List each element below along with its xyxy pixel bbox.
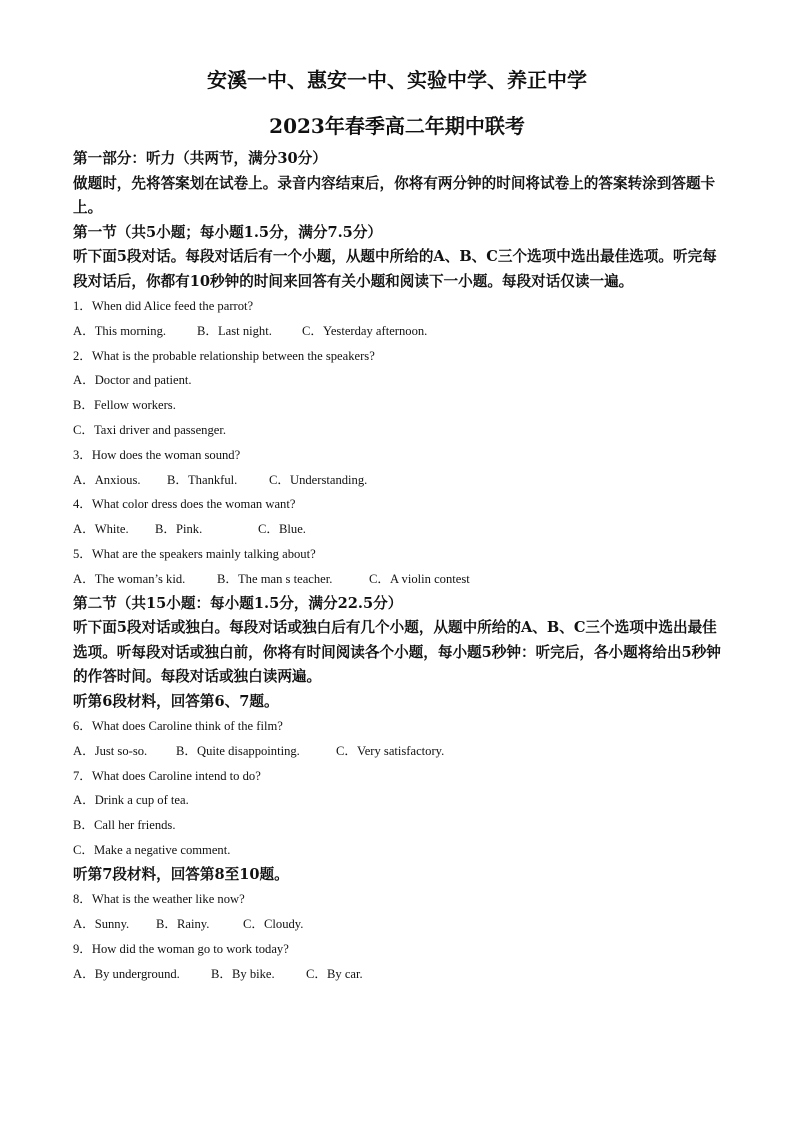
question-5-options: [73, 567, 723, 592]
question-2-option-c: C．Taxi driver and passenger.: [73, 422, 226, 437]
option-c: C．By car.: [306, 966, 363, 981]
option-c: C．Understanding.: [269, 472, 368, 487]
option-c: C．Yesterday afternoon.: [302, 323, 428, 338]
option-b: B．Quite disappointing.: [176, 743, 300, 758]
question-3: 3．How does the woman sound?: [73, 447, 241, 462]
section1-heading: 第一节（共5小题；每小题1.5分，满分7.5分）: [73, 223, 383, 241]
material-7-heading: 听第7段材料，回答第8至10题。: [73, 865, 289, 883]
option-c: C．Cloudy.: [243, 917, 304, 932]
question-6-options: [73, 739, 723, 764]
option-b: B．Thankful.: [167, 472, 238, 487]
question-9-options: [73, 962, 723, 987]
option-a: A．This morning.: [73, 323, 167, 338]
question-3-options: [73, 468, 723, 493]
question-7-option-c: C．Make a negative comment.: [73, 843, 231, 858]
question-8: 8．What is the weather like now?: [73, 892, 245, 907]
option-a: A．By underground.: [73, 966, 180, 981]
question-2-option-b: B．Fellow workers.: [73, 398, 176, 413]
exam-content: [73, 147, 723, 987]
question-2-option-a: A．Doctor and patient.: [73, 373, 192, 388]
section2-heading: 第二节（共15小题：每小题1.5分，满分22.5分）: [73, 594, 403, 612]
question-2: 2．What is the probable relationship between the speakers?: [73, 348, 375, 363]
option-c: C．Blue.: [258, 522, 306, 537]
option-a: A．Just so-so.: [73, 743, 148, 758]
question-9: 9．How did the woman go to work today?: [73, 941, 289, 956]
option-b: B．Last night.: [197, 323, 272, 338]
question-5: 5．What are the speakers mainly talking about?: [73, 546, 316, 561]
question-7-option-b: B．Call her friends.: [73, 818, 176, 833]
option-a: A．Sunny.: [73, 917, 130, 932]
option-a: A．The woman’s kid.: [73, 571, 186, 586]
option-b: B．Pink.: [155, 522, 203, 537]
option-b: B．The man s teacher.: [217, 571, 333, 586]
option-b: B．By bike.: [211, 966, 275, 981]
option-b: B．Rainy.: [156, 917, 210, 932]
part1-instruction: 做题时，先将答案划在试卷上。录音内容结束后，你将有两分钟的时间将试卷上的答案转涂到答题卡上。: [73, 174, 716, 216]
material-6-heading: 听第6段材料，回答第6、7题。: [73, 692, 279, 710]
option-c: C．Very satisfactory.: [336, 743, 445, 758]
exam-title-schools: 安溪一中、惠安一中、实验中学、养正中学: [207, 68, 587, 92]
question-4: 4．What color dress does the woman want?: [73, 497, 296, 512]
part1-heading: 第一部分：听力（共两节，满分30分）: [73, 150, 327, 167]
question-8-options: [73, 912, 723, 937]
option-c: C．A violin contest: [369, 571, 470, 586]
section2-instruction: 听下面5段对话或独白。每段对话或独白后有几个小题，从题中所给的A、B、C三个选项中选出最佳选项。听每段对话或独白前，你将有时间阅读各个小题，每小题5秒钟：听完后，各小题将给出5秒钟的作答时间。每段对话或独白读两遍。: [73, 619, 721, 686]
section1-instruction: 听下面5段对话。每段对话后有一个小题，从题中所给的A、B、C三个选项中选出最佳选项。听完每段对话后，你都有10秒钟的时间来回答有关小题和阅读下一小题。每段对话仅读一遍。: [73, 248, 717, 290]
question-6: 6．What does Caroline think of the film?: [73, 719, 283, 734]
question-1: 1．When did Alice feed the parrot?: [73, 299, 254, 313]
exam-title-term: 2023年春季高二年期中联考: [269, 114, 525, 138]
option-a: A．White.: [73, 522, 129, 537]
question-4-options: [73, 517, 723, 542]
question-7: 7．What does Caroline intend to do?: [73, 768, 261, 783]
option-a: A．Anxious.: [73, 472, 141, 487]
question-1-options: [73, 319, 723, 344]
question-7-option-a: A．Drink a cup of tea.: [73, 793, 189, 808]
